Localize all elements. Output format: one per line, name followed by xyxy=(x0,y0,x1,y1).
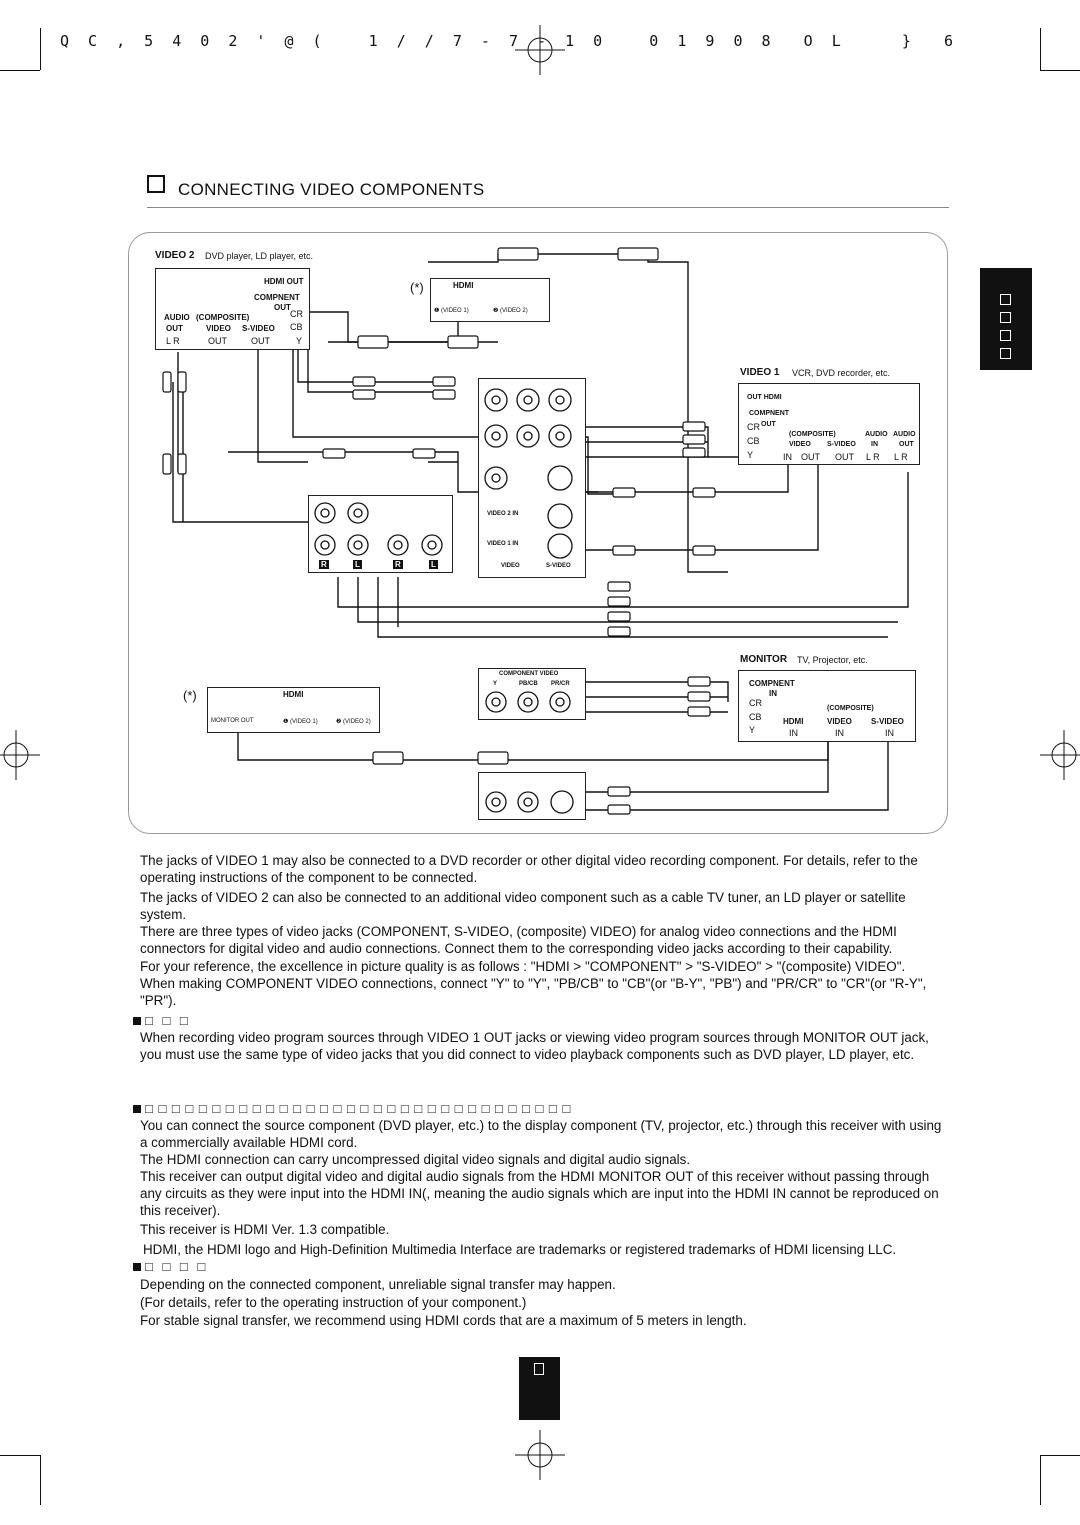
audio-r-label: R xyxy=(321,560,327,569)
note2-line-3: For stable signal transfer, we recommend using HDMI cords that are a maximum of 5 meters in length. xyxy=(140,1313,747,1328)
hdmi-out-video1-label: ❶ (VIDEO 1) xyxy=(283,719,318,725)
monitor-out-jacks xyxy=(478,772,586,820)
bullet-icon xyxy=(133,1017,141,1025)
note1-heading xyxy=(133,1012,191,1030)
monitor-composite-label: (COMPOSITE) xyxy=(827,705,874,712)
video2-y-label: Y xyxy=(296,336,303,346)
monitor-compnent-label: COMPNENT xyxy=(749,679,795,688)
video2-cr-label: CR xyxy=(290,309,303,319)
crop-mark xyxy=(1040,70,1080,71)
note2-line-1: Depending on the connected component, unreliable signal transfer may happen. xyxy=(140,1277,616,1292)
hdmi-section-heading-text: □ □ □ □ □ □ □ □ □ □ □ □ □ □ □ □ □ □ □ □ □ □ □ □ □ □ □ □ □ □ □ □ xyxy=(145,1101,572,1116)
video1-comp-out-label: OUT xyxy=(761,421,776,428)
note2-heading-text: □ □ □ □ xyxy=(145,1259,209,1274)
video1-composite-label: (COMPOSITE) xyxy=(789,431,836,438)
crop-mark xyxy=(40,28,41,70)
video1-svideo-label: S-VIDEO xyxy=(827,441,856,448)
hdmi-line-1: You can connect the source component (DVD player, etc.) to the display component (TV, projector, etc.) through this receiver with using a commercially available HDMI cord. xyxy=(140,1118,942,1150)
video1-svideo-out-label: OUT xyxy=(835,452,854,462)
crop-mark xyxy=(0,70,40,71)
page-number xyxy=(519,1357,560,1420)
hdmi-section-heading xyxy=(133,1100,571,1118)
video2-title: VIDEO 2 xyxy=(155,250,195,261)
paragraph-component-connection: When making COMPONENT VIDEO connections, connect "Y" to "Y", "PB/CB" to "CB"(or "B-Y", "PB") and "PR/CR" to "CR"(or "R-Y", "PR"). xyxy=(140,976,927,1008)
registration-mark-right xyxy=(1040,730,1080,780)
audio-l-out-label: L xyxy=(431,560,436,569)
title-divider xyxy=(147,207,949,208)
hdmi-line-2: The HDMI connection can carry uncompressed digital video signals and digital audio signals. xyxy=(140,1152,691,1167)
monitor-video-label: VIDEO xyxy=(827,717,852,726)
monitor-title: MONITOR xyxy=(740,654,788,665)
crop-mark xyxy=(1040,28,1041,70)
monitor-y-label: Y xyxy=(749,725,756,735)
video2-svideo-label: S-VIDEO xyxy=(242,324,275,333)
side-tab-glyph xyxy=(1000,348,1011,359)
receiver-video-label: VIDEO xyxy=(501,563,520,569)
registration-mark-bottom xyxy=(515,1430,565,1480)
hdmi-monitor-out-label: MONITOR OUT xyxy=(211,718,254,724)
receiver-video2-in-label: VIDEO 2 IN xyxy=(487,511,519,517)
hdmi-out-video2-label: ❷ (VIDEO 2) xyxy=(336,719,371,725)
video2-device xyxy=(155,268,310,350)
note2-line-2: (For details, refer to the operating instruction of your component.) xyxy=(140,1295,527,1310)
video2-audio-label: AUDIO xyxy=(164,313,190,322)
component-y-label: Y xyxy=(493,681,498,687)
monitor-cr-label: CR xyxy=(749,698,762,708)
monitor-svideo-in-label: IN xyxy=(885,728,894,738)
side-tab-glyph xyxy=(1000,294,1011,305)
video1-compnent-label: COMPNENT xyxy=(749,410,790,417)
paragraph-jack-types: There are three types of video jacks (COMPONENT, S-VIDEO, (composite) VIDEO) for analog video connections and the HDMI connectors for digital video and audio connections. Connect them to the corresponding video jacks according to their capability. xyxy=(140,924,897,956)
video2-out-label: OUT xyxy=(274,303,291,312)
side-tab-glyph xyxy=(1000,312,1011,323)
note1-text: When recording video program sources through VIDEO 1 OUT jacks or viewing video program sources through MONITOR OUT jack, you must use the same type of video jacks that you did connect to video playback components such as DVD player, LD player, etc. xyxy=(140,1030,929,1062)
receiver-svideo-label: S-VIDEO xyxy=(546,563,571,569)
hdmi-asterisk-bottom: (*) xyxy=(183,688,197,703)
monitor-video-in-label: IN xyxy=(835,728,844,738)
hdmi-out-panel-label: HDMI xyxy=(283,690,304,699)
paragraph-video1: The jacks of VIDEO 1 may also be connected to a DVD recorder or other digital video recording component. For details, refer to the operating instructions of the component to be connected. xyxy=(140,853,918,885)
video1-cr-label: CR xyxy=(747,422,760,432)
monitor-desc: TV, Projector, etc. xyxy=(797,655,868,665)
receiver-video1-in-label: VIDEO 1 IN xyxy=(487,541,519,547)
paragraph-video2: The jacks of VIDEO 2 can also be connected to an additional video component such as a cable TV tuner, an LD player or satellite system. xyxy=(140,890,906,922)
crop-mark xyxy=(0,1455,40,1456)
bullet-icon xyxy=(133,1105,141,1113)
side-tab xyxy=(980,268,1032,370)
video1-in-label: IN xyxy=(783,452,792,462)
bullet-icon xyxy=(133,1263,141,1271)
video2-composite-label: (COMPOSITE) xyxy=(196,313,250,322)
video1-desc: VCR, DVD recorder, etc. xyxy=(792,368,891,378)
monitor-hdmi-in-label: IN xyxy=(789,728,798,738)
hdmi-video2-label: ❷ (VIDEO 2) xyxy=(493,308,528,314)
hdmi-line-4: This receiver is HDMI Ver. 1.3 compatible. xyxy=(140,1222,390,1237)
note1-heading-text: □ □ □ xyxy=(145,1013,191,1028)
video2-desc: DVD player, LD player, etc. xyxy=(205,251,314,261)
video2-svideo-out-label: OUT xyxy=(251,336,270,346)
hdmi-line-3: This receiver can output digital video and digital audio signals from the HDMI MONITOR OUT of this receiver without passing through any circuits as they were input into the HDMI IN(, meaning the audio signals which are input into the HDMI IN cannot be reproduced on this receiver). xyxy=(140,1169,939,1218)
video1-y-label: Y xyxy=(747,450,754,460)
monitor-hdmi-label: HDMI xyxy=(783,717,804,726)
video2-video-out-label: OUT xyxy=(208,336,227,346)
page-number-glyph xyxy=(534,1363,544,1375)
video2-lr-label: L R xyxy=(166,336,180,346)
video2-hdmi-out-label: HDMI OUT xyxy=(264,277,304,286)
header-code-line: Q C , 5 4 0 2 ' @ ( 1 / / 7 - 7 - 1 0 0 1 9 0 8 O L } 6 xyxy=(60,32,958,50)
component-prcr-label: PR/CR xyxy=(551,681,570,687)
crop-mark xyxy=(1040,1455,1041,1505)
receiver-jacks xyxy=(478,378,586,578)
section-marker xyxy=(147,175,165,193)
video2-audio-out-label: OUT xyxy=(166,324,183,333)
video2-cb-label: CB xyxy=(290,322,303,332)
component-video-label: COMPONENT VIDEO xyxy=(499,671,559,677)
monitor-device xyxy=(738,670,916,742)
video1-out-label: OUT xyxy=(801,452,820,462)
video1-device xyxy=(738,383,920,465)
side-tab-glyph xyxy=(1000,330,1011,341)
crop-mark xyxy=(40,1455,41,1505)
audio-r-out-label: R xyxy=(395,560,401,569)
video1-video-label: VIDEO xyxy=(789,441,811,448)
receiver-hdmi-in-panel xyxy=(430,278,550,322)
video1-cb-label: CB xyxy=(747,436,760,446)
video2-compnent-label: COMPNENT xyxy=(254,293,300,302)
video1-audio-out-title: AUDIO xyxy=(893,431,916,438)
monitor-svideo-label: S-VIDEO xyxy=(871,717,904,726)
audio-l-label: L xyxy=(355,560,360,569)
component-jacks xyxy=(478,668,586,720)
section-title: CONNECTING VIDEO COMPONENTS xyxy=(178,180,485,199)
component-pbcb-label: PB/CB xyxy=(519,681,538,687)
video1-audio-in-title: AUDIO xyxy=(865,431,888,438)
video1-lr-out-label: L R xyxy=(894,452,908,462)
paragraph-quality-order: For your reference, the excellence in picture quality is as follows : "HDMI > "COMPONENT" > "S-VIDEO" > "(composite) VIDEO". xyxy=(140,959,906,974)
video1-audio-in-label: IN xyxy=(871,441,878,448)
video1-out-hdmi-label: OUT HDMI xyxy=(747,394,782,401)
hdmi-in-label: HDMI xyxy=(453,281,474,290)
video1-audio-out-label: OUT xyxy=(899,441,914,448)
registration-mark-left xyxy=(0,730,40,780)
video1-title: VIDEO 1 xyxy=(740,367,780,378)
hdmi-video1-label: ❶ (VIDEO 1) xyxy=(434,308,469,314)
hdmi-asterisk-top: (*) xyxy=(410,280,424,295)
video1-lr-in-label: L R xyxy=(866,452,880,462)
receiver-hdmi-out-panel xyxy=(207,687,380,733)
crop-mark xyxy=(1040,1455,1080,1456)
monitor-cb-label: CB xyxy=(749,712,762,722)
video2-video-label: VIDEO xyxy=(206,324,231,333)
audio-jacks xyxy=(308,495,453,573)
monitor-comp-in-label: IN xyxy=(769,689,777,698)
hdmi-line-5: HDMI, the HDMI logo and High-Definition Multimedia Interface are trademarks or registered trademarks of HDMI licensing LLC. xyxy=(143,1242,897,1257)
note2-heading xyxy=(133,1258,208,1276)
